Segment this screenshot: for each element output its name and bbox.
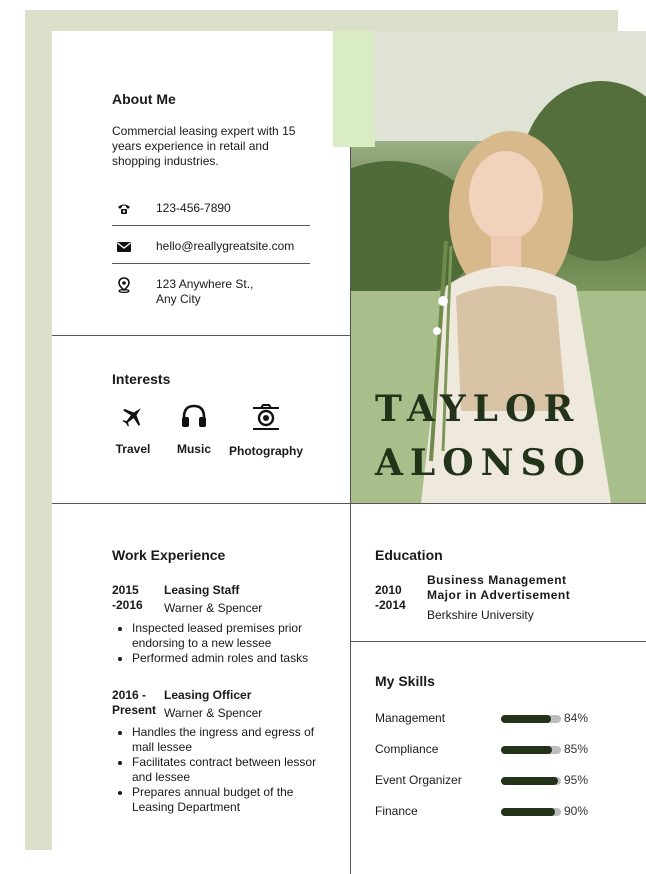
job-bullet bbox=[132, 651, 352, 666]
interest-travel bbox=[112, 403, 154, 456]
about-description bbox=[112, 124, 322, 169]
frame-left-bar bbox=[25, 10, 52, 850]
period-line: 2016 - bbox=[112, 688, 147, 702]
frame-top-bar bbox=[25, 10, 618, 31]
interests-heading: Interests bbox=[112, 371, 171, 387]
skill-bar-fill bbox=[501, 777, 558, 785]
email-icon bbox=[116, 239, 132, 255]
name-last: ALONSO bbox=[375, 442, 592, 484]
skill-name: Management bbox=[375, 711, 446, 725]
education-heading: Education bbox=[375, 547, 443, 563]
address bbox=[156, 277, 253, 307]
job-bullets bbox=[112, 621, 352, 666]
skill-name: Event Organizer bbox=[375, 773, 462, 787]
period-line: Present bbox=[112, 703, 157, 717]
bullet-line: endorsing to a new lessee bbox=[132, 636, 272, 650]
headphones-icon bbox=[172, 403, 216, 434]
job-company: Warner & Spencer bbox=[164, 601, 263, 615]
contact-address bbox=[112, 277, 310, 309]
phone-icon bbox=[116, 201, 132, 217]
airplane-icon bbox=[112, 403, 154, 434]
interest-photography bbox=[228, 403, 304, 458]
education-divider bbox=[350, 641, 646, 642]
skill-bar-track bbox=[501, 746, 561, 754]
skill-name: Compliance bbox=[375, 742, 439, 756]
about-line: Commercial leasing expert with 15 bbox=[112, 124, 296, 138]
bullet-line: • Handles the ingress and egress of bbox=[132, 725, 315, 739]
period-line: -2016 bbox=[112, 598, 143, 612]
skill-row bbox=[375, 742, 615, 762]
interest-label: Travel bbox=[115, 442, 151, 456]
contact-email bbox=[112, 239, 310, 277]
interest-label: Photography bbox=[229, 444, 303, 458]
address-line: 123 Anywhere St., bbox=[156, 277, 254, 291]
address-line: Any City bbox=[156, 292, 201, 306]
interests-divider bbox=[52, 503, 646, 504]
job-company: Warner & Spencer bbox=[164, 706, 263, 720]
job-period bbox=[112, 583, 143, 613]
skills-heading: My Skills bbox=[375, 673, 435, 689]
skill-name: Finance bbox=[375, 804, 418, 818]
skill-bar-track bbox=[501, 777, 561, 785]
bullet-line: • Inspected leased premises prior bbox=[132, 621, 303, 635]
job-period bbox=[112, 688, 156, 718]
contact-divider bbox=[112, 225, 310, 226]
job-bullet bbox=[132, 785, 357, 815]
work-heading: Work Experience bbox=[112, 547, 226, 563]
bullet-line: and lessee bbox=[132, 770, 191, 784]
period-line: -2014 bbox=[375, 598, 406, 612]
job-title: Leasing Officer bbox=[164, 688, 252, 702]
education-school: Berkshire University bbox=[427, 608, 534, 622]
phone-number[interactable]: 123-456-7890 bbox=[156, 201, 231, 215]
about-line: years experience in retail and bbox=[112, 139, 269, 153]
profile-photo bbox=[351, 31, 646, 503]
bullet-line: • Performed admin roles and tasks bbox=[132, 651, 309, 665]
bullet-line: Leasing Department bbox=[132, 800, 241, 814]
skill-percent: 85% bbox=[564, 742, 589, 756]
bullet-line: mall lessee bbox=[132, 740, 193, 754]
skill-percent: 95% bbox=[564, 773, 589, 787]
degree-line: Business Management bbox=[427, 573, 567, 587]
about-divider bbox=[52, 335, 350, 336]
period-line: 2015 bbox=[112, 583, 139, 597]
skill-row bbox=[375, 804, 615, 824]
education-degree bbox=[427, 573, 570, 603]
skill-percent: 90% bbox=[564, 804, 589, 818]
interest-music bbox=[172, 403, 216, 456]
job-bullets bbox=[112, 725, 357, 815]
accent-tab bbox=[333, 31, 375, 147]
skill-percent: 84% bbox=[564, 711, 589, 725]
location-pin-icon bbox=[116, 277, 132, 293]
name-first: TAYLOR bbox=[375, 388, 581, 430]
skill-bar-track bbox=[501, 715, 561, 723]
bullet-line: • Facilitates contract between lessor bbox=[132, 755, 317, 769]
camera-icon bbox=[228, 403, 304, 436]
about-heading: About Me bbox=[112, 91, 176, 107]
job-title: Leasing Staff bbox=[164, 583, 240, 597]
interest-label: Music bbox=[176, 442, 211, 456]
job-bullet bbox=[132, 725, 357, 755]
education-period bbox=[375, 583, 406, 613]
contact-phone bbox=[112, 201, 310, 239]
period-line: 2010 bbox=[375, 583, 402, 597]
skill-bar-fill bbox=[501, 746, 552, 754]
skill-row bbox=[375, 773, 615, 793]
degree-line: Major in Advertisement bbox=[427, 588, 571, 602]
job-bullet bbox=[132, 755, 357, 785]
job-bullet bbox=[132, 621, 352, 651]
skill-bar-fill bbox=[501, 715, 551, 723]
contact-divider bbox=[112, 263, 310, 264]
skill-row bbox=[375, 711, 615, 731]
about-line: shopping industries. bbox=[112, 154, 219, 168]
skill-bar-track bbox=[501, 808, 561, 816]
skill-bar-fill bbox=[501, 808, 555, 816]
email-address[interactable]: hello@reallygreatsite.com bbox=[156, 239, 295, 253]
column-divider bbox=[350, 31, 351, 874]
bullet-line: • Prepares annual budget of the bbox=[132, 785, 294, 799]
